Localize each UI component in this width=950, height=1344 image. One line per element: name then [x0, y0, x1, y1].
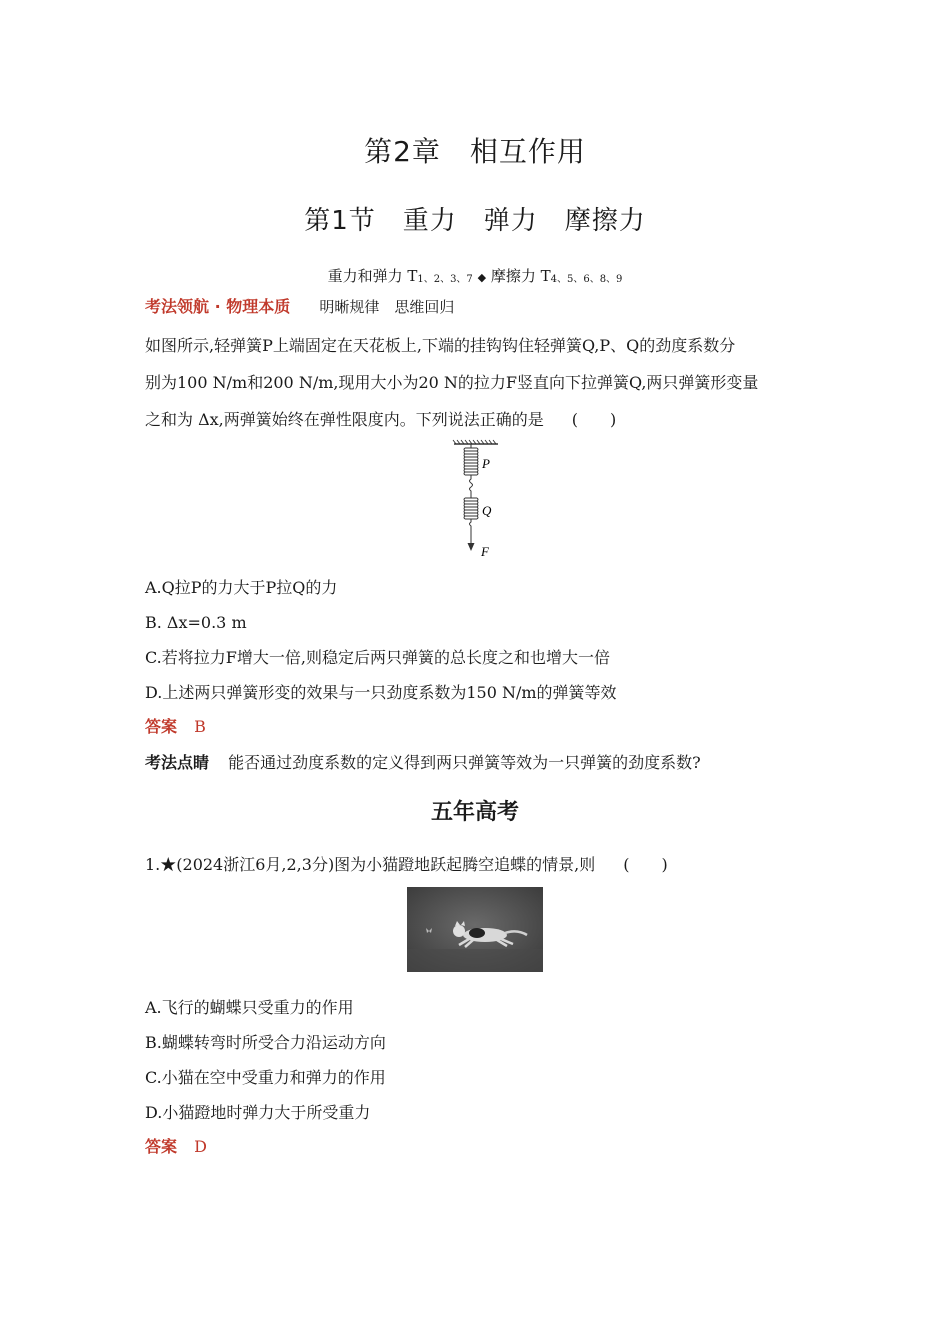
- q1-option-d: D.小猫蹬地时弹力大于所受重力: [145, 1103, 371, 1122]
- answer-value: B: [194, 717, 206, 736]
- q1-answer: [145, 1137, 207, 1157]
- example-stem-line-3: [145, 410, 617, 430]
- chapter-title: 第2章 相互作用: [364, 135, 586, 168]
- example-option-a: A.Q拉P的力大于P拉Q的力: [145, 578, 338, 597]
- topic-gravity-elastic: 重力和弹力 T: [327, 267, 418, 285]
- spring-q-label: Q: [482, 503, 492, 518]
- topic-friction: 摩擦力 T: [490, 267, 551, 285]
- topic-gravity-elastic-nums: 1、2、3、7: [417, 274, 473, 285]
- cat-chasing-butterfly-photo: [407, 887, 543, 972]
- ceiling-icon: [453, 440, 498, 444]
- guide-header: [145, 297, 454, 317]
- example-stem-text: 之和为 Δx,两弹簧始终在弹性限度内。下列说法正确的是: [145, 410, 544, 429]
- guide-label: 考法领航 · 物理本质: [145, 297, 291, 316]
- force-arrow-icon: [468, 543, 475, 551]
- tip-text: 能否通过劲度系数的定义得到两只弹簧等效为一只弹簧的劲度系数?: [228, 753, 701, 772]
- example-stem-line-1: 如图所示,轻弹簧P上端固定在天花板上,下端的挂钩钩住轻弹簧Q,P、Q的劲度系数分: [145, 336, 736, 355]
- spring-diagram: [452, 438, 502, 564]
- guide-subtitle: 明晰规律 思维回归: [319, 298, 455, 316]
- spring-p-icon: [464, 444, 478, 494]
- topic-index: [0, 265, 950, 286]
- q1-answer-label: 答案: [145, 1137, 178, 1156]
- spring-q-icon: [464, 494, 478, 546]
- example-stem-line-2: 别为100 N/m和200 N/m,现用大小为20 N的拉力F竖直向下拉弹簧Q,两只弹簧形变量: [145, 373, 759, 392]
- section-title: 第1节 重力 弹力 摩擦力: [304, 206, 646, 236]
- example-tip: [145, 753, 701, 773]
- topic-separator: ◆: [477, 271, 487, 284]
- answer-bracket: ( ): [571, 410, 617, 429]
- q1-option-c: C.小猫在空中受重力和弹力的作用: [145, 1068, 386, 1087]
- q1-option-b: B.蝴蝶转弯时所受合力沿运动方向: [145, 1033, 386, 1052]
- spring-p-label: P: [482, 456, 490, 471]
- tip-label: 考法点睛: [145, 753, 210, 772]
- example-option-d: D.上述两只弹簧形变的效果与一只劲度系数为150 N/m的弹簧等效: [145, 683, 617, 702]
- q1-stem: [145, 855, 668, 875]
- force-f-label: F: [481, 544, 489, 559]
- five-years-heading: 五年高考: [430, 800, 519, 825]
- example-option-c: C.若将拉力F增大一倍,则稳定后两只弹簧的总长度之和也增大一倍: [145, 648, 610, 667]
- q1-answer-value: D: [194, 1137, 207, 1156]
- q1-stem-text: 1.★(2024浙江6月,2,3分)图为小猫蹬地跃起腾空追蝶的情景,则: [145, 855, 596, 874]
- q1-option-a: A.飞行的蝴蝶只受重力的作用: [145, 998, 354, 1017]
- topic-friction-nums: 4、5、6、8、9: [550, 274, 623, 285]
- example-option-b: B. Δx=0.3 m: [145, 613, 247, 632]
- answer-label: 答案: [145, 717, 178, 736]
- q1-answer-bracket: ( ): [623, 855, 668, 874]
- example-answer: [145, 717, 206, 737]
